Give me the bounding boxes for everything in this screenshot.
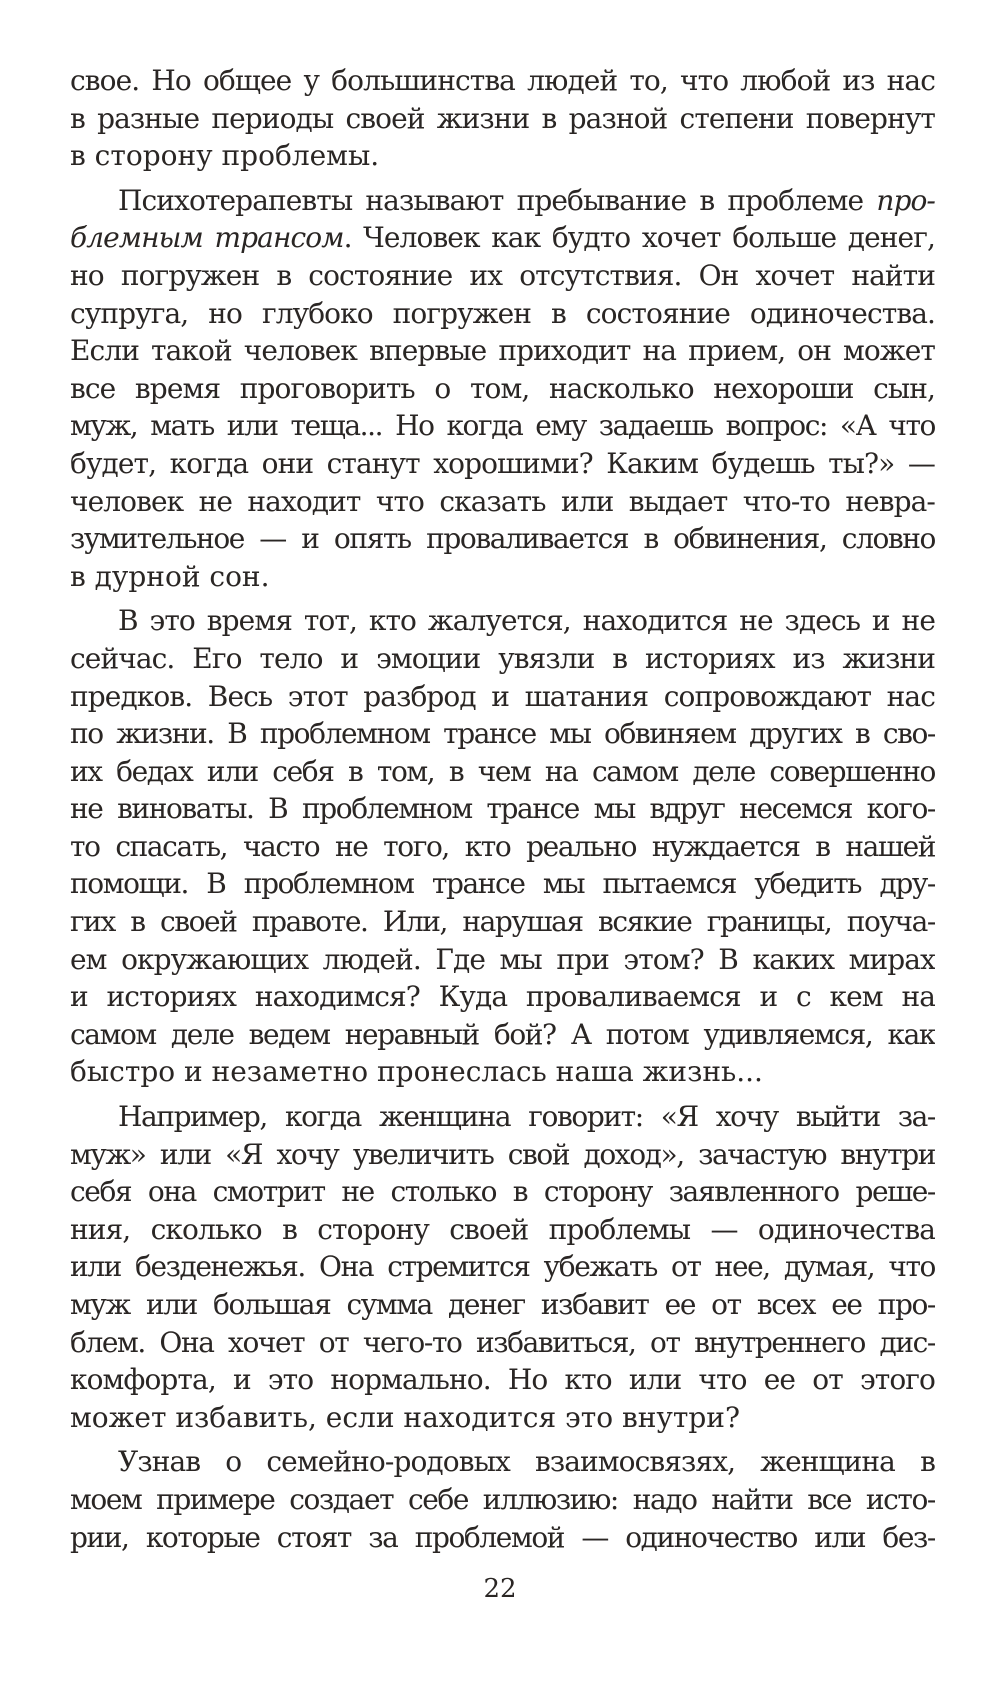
text-line [70,182,935,220]
text-line: свое. Но общее у большинства людей то, что любой из нас [70,64,935,97]
text-line: в сторону проблемы. [70,139,380,173]
text-line: все время проговорить о том, насколько нехороши сын, [70,371,935,405]
page-number: 22 [483,1574,517,1604]
text-line: в дурной сон. [70,559,270,593]
text-line [70,219,935,257]
text-line: человек не находит что сказать или выдает что-то невра- [70,484,935,518]
text-line: гих в своей правоте. Или, нарушая всякие границы, поуча- [70,905,935,939]
text-line: В это время тот, кто жалуется, находится не здесь и не [118,604,935,638]
italic-term: блемным трансом [70,221,344,255]
text-line: помощи. В проблемном трансе мы пытаемся убедить дру- [70,867,935,901]
italic-term: про- [876,183,935,217]
text-line: рии, которые стоят за проблемой — одиночество или без- [70,1520,935,1554]
text-line: по жизни. В проблемном трансе мы обвиняем других в сво- [70,717,935,751]
text-line: то спасать, часто не того, кто реально нуждается в нашей [70,829,935,863]
text-line: будет, когда они станут хорошими? Каким будешь ты?» — [70,446,935,480]
text-line: не виноваты. В проблемном трансе мы вдруг несемся кого- [70,792,935,826]
text-line: ния, сколько в сторону своей проблемы — одиночества [70,1212,935,1246]
text-line: муж, мать или теща... Но когда ему задаешь вопрос: «А что [70,409,935,443]
text-line: в разные периоды своей жизни в разной степени повернут [70,101,935,135]
text-line: но погружен в состояние их отсутствия. Он хочет найти [70,258,935,292]
text-line: супруга, но глубоко погружен в состояние одиночества. [70,296,935,330]
text-line: предков. Весь этот разброд и шатания сопровождают нас [70,679,935,713]
text-line: зумительное — и опять проваливается в обвинения, словно [70,522,935,556]
text-line: самом деле ведем неравный бой? А потом удивляемся, как [70,1017,935,1051]
text-line: или безденежья. Она стремится убежать от нее, думая, что [70,1250,935,1284]
text-fragment: . Человек как будто хочет больше денег, [343,221,935,255]
text-fragment: Психотерапевты называют пребывание в проблеме [118,183,864,217]
text-line: комфорта, и это нормально. Но кто или что ее от этого [70,1363,935,1397]
text-line: может избавить, если находится это внутри? [70,1400,740,1434]
text-line: быстро и незаметно пронеслась наша жизнь... [70,1055,763,1089]
text-line: Например, когда женщина говорит: «Я хочу выйти за- [118,1100,935,1134]
text-line: себя она смотрит не столько в сторону заявленного реше- [70,1175,935,1209]
text-line: муж или большая сумма денег избавит ее от всех ее про- [70,1288,935,1321]
text-line: Узнав о семейно-родовых взаимосвязях, женщина в [118,1445,935,1479]
text-line: муж» или «Я хочу увеличить свой доход», зачастую внутри [70,1137,935,1171]
page-body-text [70,62,935,1556]
text-line: ем окружающих людей. Где мы при этом? В каких мирах [70,942,935,976]
text-line: Если такой человек впервые приходит на прием, он может [70,334,935,368]
text-line: моем примере создает себе иллюзию: надо найти все исто- [70,1482,935,1516]
text-line: и историях находимся? Куда проваливаемся и с кем на [70,980,935,1014]
text-line: блем. Она хочет от чего-то избавиться, от внутреннего дис- [70,1325,935,1359]
text-line: сейчас. Его тело и эмоции увязли в историях из жизни [70,641,935,675]
text-line: их бедах или себя в том, в чем на самом деле совершенно [70,754,935,788]
